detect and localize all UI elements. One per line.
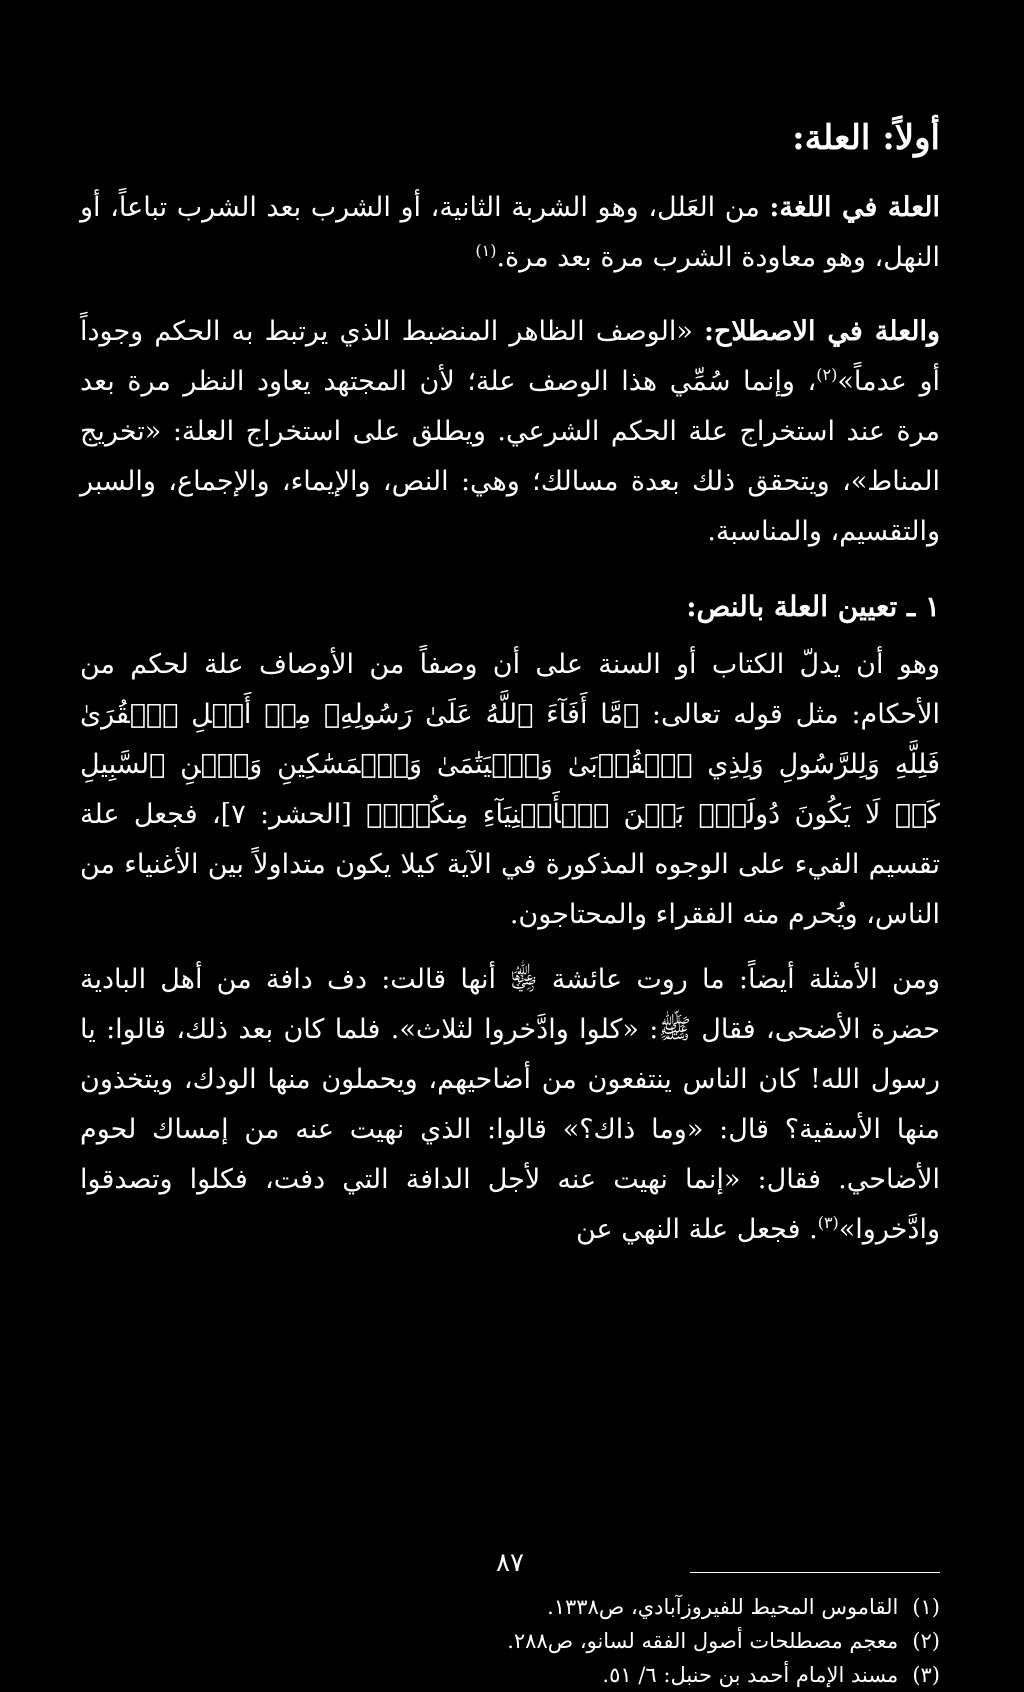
paragraph-text: من العَلل، وهو الشربة الثانية، أو الشرب بعد الشرب تباعاً، أو النهل، وهو معاودة الشرب مرة بعد مرة.	[80, 192, 940, 273]
footnote-text: القاموس المحيط للفيروزآبادي، ص١٣٣٨.	[547, 1595, 899, 1619]
section-heading: أولاً: العلة:	[792, 118, 940, 158]
paragraph-text: . فجعل علة النهي عن	[575, 1214, 818, 1245]
term-label: العلة في اللغة:	[769, 192, 940, 223]
footnote-item	[80, 1590, 940, 1624]
footnotes-list	[80, 1590, 940, 1692]
book-page	[80, 0, 940, 1687]
paragraph-technical-definition	[80, 307, 940, 557]
footnote-number: (٢)	[912, 1629, 940, 1653]
paragraph-linguistic-definition	[80, 183, 940, 283]
paragraph-text: وهو أن يدلّ الكتاب أو السنة على أن وصفاً من الأوصاف علة لحكم من الأحكام: مثل قوله تعالى:	[80, 649, 940, 730]
footnote-item	[80, 1658, 940, 1692]
footnote-text: مسند الإمام أحمد بن حنبل: ٦/ ٥١.	[602, 1663, 899, 1687]
paragraph-text-evidence	[80, 640, 940, 940]
paragraph-text: ومن الأمثلة أيضاً: ما روت عائشة ﵂ أنها قالت: دف دافة من أهل البادية حضرة الأضحى، فقال ﷺ: «كلوا وادَّخروا لثلاث». فلما كان بعد ذلك، قالوا: يا رسول الله! كان الناس ينتفعون من أضاحيهم، ويحملون منها الودك، ويتخذون منها الأسقية؟ قال: «وما ذاك؟» قالوا: الذي نهيت عنه من إمساك لحوم الأضاحي. فقال: «إنما نهيت عنه لأجل الدافة التي دفت، فكلوا وتصدقوا وادَّخروا»	[80, 964, 940, 1245]
page-number: ٨٧	[496, 1548, 524, 1578]
footnote-number: (١)	[912, 1595, 940, 1619]
term-label: والعلة في الاصطلاح:	[704, 316, 940, 347]
footnote-number: (٣)	[912, 1663, 940, 1687]
quran-verse: ﴿مَّا أَفَآءَ ٱللَّهُ عَلَىٰ رَسُولِهِۦ مِنۡ أَهۡلِ ٱلۡقُرَىٰ فَلِلَّهِ وَلِلرَّسُولِ وَلِذِي ٱلۡقُرۡبَىٰ وَٱلۡيَتَٰمَىٰ وَٱلۡمَسَٰكِينِ وَٱبۡنِ ٱلسَّبِيلِ كَيۡ لَا يَكُونَ دُولَةَۢ بَيۡنَ ٱلۡأَغۡنِيَآءِ مِنكُمۡۚ﴾	[80, 699, 940, 830]
footnote-item	[80, 1624, 940, 1658]
footnote-ref: (٢)	[816, 365, 838, 384]
subsection-heading: ١ ـ تعيين العلة بالنص:	[686, 590, 940, 623]
paragraph-text: «الوصف الظاهر المنضبط الذي يرتبط به الحكم وجوداً أو عدماً»	[80, 316, 940, 397]
paragraph-text: [الحشر: ٧]، فجعل علة تقسيم الفيء على الوجوه المذكورة في الآية كيلا يكون متداولاً بين الأغنياء من الناس، ويُحرم منه الفقراء والمحتاجون.	[80, 799, 940, 930]
paragraph-text: ، وإنما سُمِّي هذا الوصف علة؛ لأن المجتهد يعاود النظر مرة بعد مرة عند استخراج علة الحكم الشرعي. ويطلق على استخراج العلة: «تخريج المناط»، ويتحقق ذلك بعدة مسالك؛ وهي: النص، والإيماء، والإجماع، والسبر والتقسيم، والمناسبة.	[80, 366, 940, 547]
footnote-text: معجم مصطلحات أصول الفقه لسانو، ص٢٨٨.	[507, 1629, 899, 1653]
footnote-ref: (١)	[475, 241, 497, 260]
paragraph-hadith-example	[80, 955, 940, 1255]
footnote-ref: (٣)	[817, 1213, 839, 1232]
